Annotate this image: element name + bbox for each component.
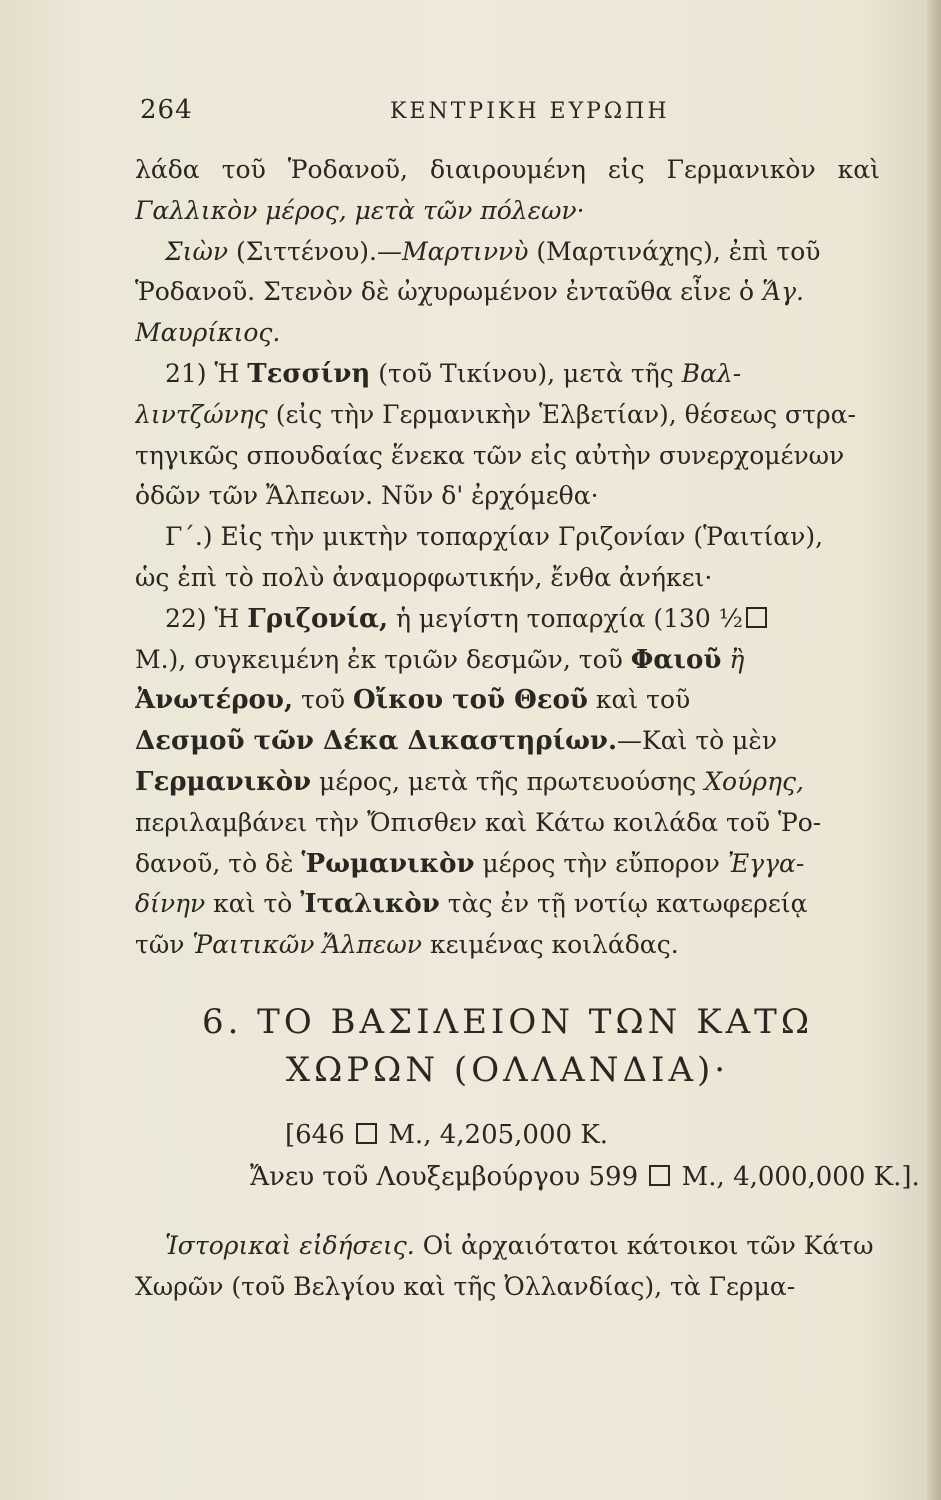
text-line: [135, 476, 880, 517]
text-span: 21) Ἡ: [165, 358, 248, 388]
text-span: Γριζονία,: [247, 603, 389, 634]
section-title-line-1: 6. ΤΟ ΒΑΣΙΛΕΙΟΝ ΤΩΝ ΚΑΤΩ: [201, 1001, 814, 1042]
page-edge: [927, 0, 941, 1500]
text-span: τοῦ: [293, 685, 353, 715]
square-mile-symbol: [356, 1123, 377, 1144]
text-span: μέρος τὴν εὔπορον: [474, 848, 728, 878]
text-span: περιλαμβάνει τὴν Ὄπισθεν καὶ Κάτω κοιλάδα τοῦ Ῥο-: [135, 807, 822, 837]
text-span: Ἰταλικὸν: [300, 889, 440, 920]
page-number: 264: [140, 95, 193, 125]
running-head: ΚΕΝΤΡΙΚΗ ΕΥΡΩΠΗ: [390, 99, 670, 124]
text-span: ὡς ἐπὶ τὸ πολὺ ἀναμορφωτικήν, ἔνθα ἀνήκει·: [135, 562, 713, 592]
text-span: Φαιοῦ: [630, 644, 722, 675]
text-span: Μ.), συγκειμένη ἐκ τριῶν δεσμῶν, τοῦ: [135, 644, 631, 674]
text-line: [135, 150, 880, 191]
text-line: [135, 354, 880, 395]
text-span: (εἰς τὴν Γερμανικὴν Ἑλβετίαν), θέσεως στρα-: [267, 399, 856, 429]
text-span: δανοῦ, τὸ δὲ: [135, 848, 302, 878]
text-span: (Μαρτινάχης), ἐπὶ τοῦ: [528, 236, 821, 266]
text-span: 22) Ἡ: [165, 603, 248, 633]
text-span: Χωρῶν (τοῦ Βελγίου καὶ τῆς Ὀλλανδίας), τὰ Γερμα-: [135, 1271, 796, 1301]
text-span: Ἄνευ τοῦ Λουξεμβούργου 599: [250, 1161, 639, 1192]
text-line: [135, 1267, 880, 1308]
text-span: —Καὶ τὸ μὲν: [617, 726, 778, 756]
text-span: καὶ τοῦ: [587, 685, 691, 715]
text-line: [135, 558, 880, 599]
text-line: [135, 762, 880, 803]
text-line: [135, 517, 880, 558]
text-span: Μαυρίκιος.: [135, 318, 281, 348]
text-span: (τοῦ Τικίνου), μετὰ τῆς: [370, 358, 682, 388]
page-header: [140, 95, 880, 135]
text-span: Γερμανικὸν: [135, 766, 312, 797]
text-line: [135, 395, 880, 436]
section-gap: [135, 1198, 880, 1226]
text-span: Μ., 4,205,000 Κ.: [388, 1119, 609, 1150]
text-span: ἢ: [721, 644, 745, 674]
text-span: Ῥοδανοῦ. Στενὸν δὲ ὠχυρωμένον ἐνταῦθα εἶνε ὁ: [135, 277, 763, 307]
text-span: Ἅγ.: [762, 277, 804, 307]
text-span: καὶ τὸ: [205, 889, 301, 919]
text-line: [135, 925, 880, 966]
text-body: [135, 150, 920, 1308]
section-gap: [135, 1094, 880, 1114]
text-span: (Σιττένου).—: [228, 236, 403, 266]
text-span: λιντζώνης: [135, 399, 268, 429]
text-span: κειμένας κοιλάδας.: [422, 930, 679, 960]
square-mile-symbol: [746, 607, 767, 628]
text-line: [135, 313, 880, 354]
text-span: Μ., 4,000,000 Κ.].: [681, 1161, 920, 1192]
text-span: ὁδῶν τῶν Ἄλπεων. Νῦν δ' ἐρχόμεθα·: [135, 481, 599, 511]
text-span: τῶν: [135, 930, 193, 960]
stats-line-1: [135, 1114, 880, 1156]
text-line: [135, 721, 880, 762]
text-span: Βαλ-: [681, 358, 742, 388]
section-title-line-2: ΧΩΡΩΝ (ΟΛΛΑΝΔΙΑ)·: [285, 1049, 730, 1090]
text-span: Οἱ ἀρχαιότατοι κάτοικοι τῶν Κάτω: [414, 1230, 874, 1260]
text-line: [135, 232, 880, 273]
text-line: [135, 884, 880, 925]
text-span: Χούρης,: [704, 766, 804, 796]
text-line: [135, 272, 880, 313]
section-gap: [135, 966, 880, 998]
text-span: δίνην: [135, 889, 206, 919]
stats-line-2: [135, 1156, 920, 1198]
text-span: Ἱστορικαὶ εἰδήσεις.: [165, 1230, 415, 1260]
text-span: Μαρτιννὺ: [402, 236, 529, 266]
text-span: ἡ μεγίστη τοπαρχία (130 ½: [388, 603, 743, 633]
text-line: [135, 1226, 880, 1267]
text-span: Ῥαιτικῶν Ἄλπεων: [192, 930, 422, 960]
text-span: λάδα τοῦ Ῥοδανοῦ, διαιρουμένη εἰς Γερμανικὸν καὶ: [135, 155, 880, 184]
text-span: [646: [285, 1119, 345, 1150]
text-line: [135, 191, 880, 232]
text-span: Ῥωμανικὸν: [301, 848, 475, 879]
text-span: Δεσμοῦ τῶν Δέκα Δικαστηρίων.: [135, 726, 618, 757]
text-span: Τεσσίνη: [247, 358, 371, 389]
text-span: Ἀνωτέρου,: [135, 685, 293, 716]
text-span: μέρος, μετὰ τῆς πρωτευούσης: [311, 766, 705, 796]
square-mile-symbol: [649, 1165, 670, 1186]
text-span: Γαλλικὸν μέρος, μετὰ τῶν πόλεων·: [135, 195, 585, 225]
text-span: Σιὼν: [165, 236, 229, 266]
text-line: [135, 680, 880, 721]
text-span: Γ΄.) Εἰς τὴν μικτὴν τοπαρχίαν Γριζονίαν (Ῥαιτίαν),: [165, 522, 824, 552]
text-line: [135, 803, 880, 844]
text-span: τηγικῶς σπουδαίας ἕνεκα τῶν εἰς αὐτὴν συνερχομένων: [135, 440, 845, 470]
text-line: [135, 640, 880, 681]
text-line: [135, 599, 880, 640]
text-span: Ἐγγα-: [727, 848, 805, 878]
text-span: τὰς ἐν τῇ νοτίῳ κατωφερείᾳ: [439, 889, 808, 919]
text-line: [135, 436, 880, 477]
text-line: [135, 844, 880, 885]
text-span: Οἴκου τοῦ Θεοῦ: [352, 685, 588, 716]
